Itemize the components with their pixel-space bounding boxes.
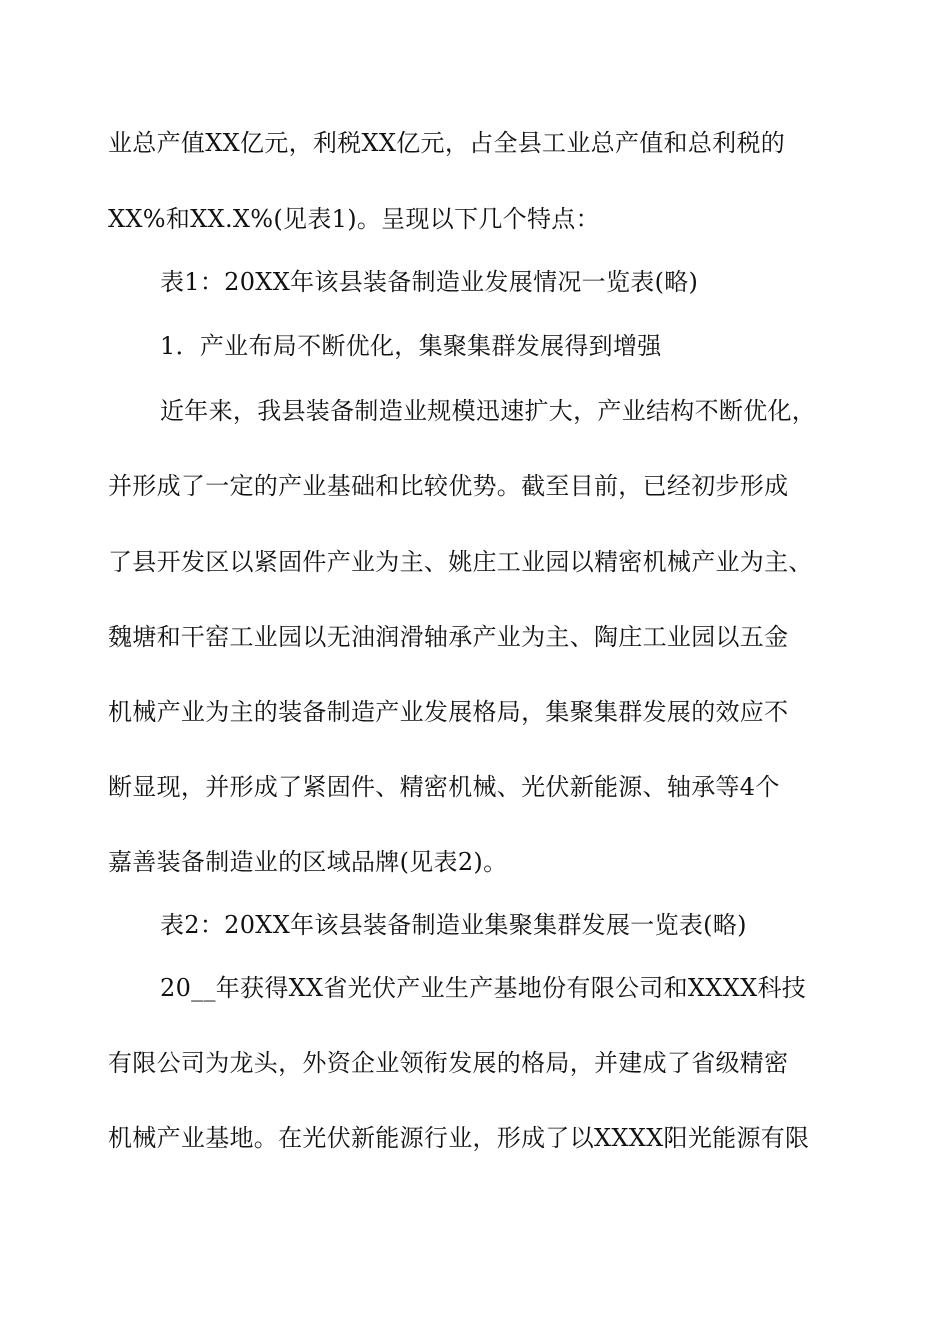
paragraph-line: 并形成了一定的产业基础和比较优势。截至目前，已经初步形成 [108,472,789,500]
paragraph-line: 断显现，并形成了紧固件、精密机械、光伏新能源、轴承等4个 [108,773,780,801]
paragraph-line: 了县开发区以紧固件产业为主、姚庄工业园以精密机械产业为主、 [108,548,813,576]
paragraph-line: 机械产业基地。在光伏新能源行业，形成了以XXXX阳光能源有限 [108,1124,810,1152]
paragraph-line: 20__年获得XX省光伏产业生产基地份有限公司和XXXX科技 [160,974,807,1002]
paragraph-line: XX%和XX.X%(见表1)。呈现以下几个特点： [108,205,600,233]
paragraph-line: 魏塘和干窑工业园以无油润滑轴承产业为主、陶庄工业园以五金 [108,623,789,651]
paragraph-line: 业总产值XX亿元，利税XX亿元，占全县工业总产值和总利税的 [108,129,786,157]
paragraph-line: 机械产业为主的装备制造产业发展格局，集聚集群发展的效应不 [108,698,789,726]
section-heading: 1．产业布局不断优化，集聚集群发展得到增强 [160,332,662,360]
table-caption: 表1：20XX年该县装备制造业发展情况一览表(略) [160,268,699,296]
table-caption: 表2：20XX年该县装备制造业集聚集群发展一览表(略) [160,911,747,939]
paragraph-line: 近年来，我县装备制造业规模迅速扩大，产业结构不断优化， [160,397,817,425]
paragraph-line: 嘉善装备制造业的区域品牌(见表2)。 [108,848,508,876]
paragraph-line: 有限公司为龙头，外资企业领衔发展的格局，并建成了省级精密 [108,1049,789,1077]
